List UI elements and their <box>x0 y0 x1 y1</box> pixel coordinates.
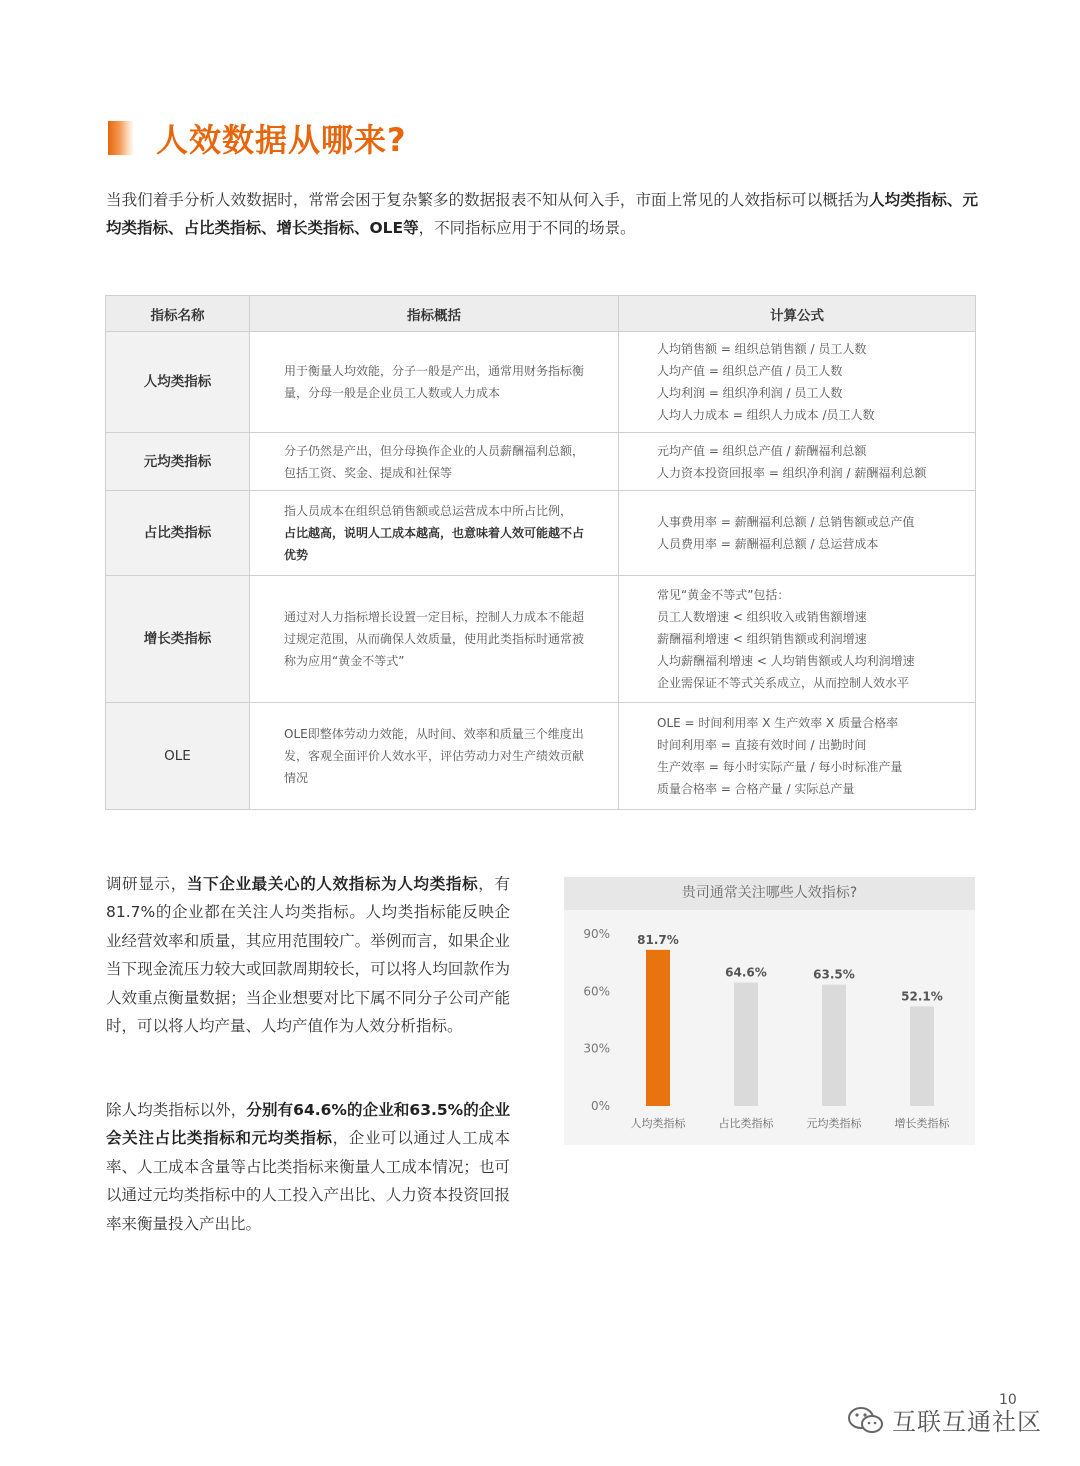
survey-paragraph-2 <box>106 1096 510 1238</box>
desc-text: 指人员成本在组织总销售额或总运营成本中所占比例， <box>284 504 573 518</box>
formula-line: 时间利用率 = 直接有效时间 / 出勤时间 <box>657 738 867 752</box>
indicator-formulas <box>619 433 976 491</box>
bar-chart-panel <box>564 877 975 1145</box>
y-tick-label: 90% <box>583 927 610 941</box>
watermark-text: 互联互通社区 <box>892 1408 1042 1436</box>
table-row <box>106 576 976 703</box>
x-tick-label: 占比类指标 <box>718 1117 774 1130</box>
formula-line: 人事费用率 = 薪酬福利总额 / 总销售额或总产值 <box>657 515 915 529</box>
data-label: 52.1% <box>901 989 943 1004</box>
y-tick-label: 60% <box>583 984 610 999</box>
chart-bar <box>734 983 758 1106</box>
x-tick-label: 人均类指标 <box>630 1117 686 1130</box>
page-title: 人效数据从哪来? <box>156 121 407 159</box>
chart-bar <box>646 950 670 1106</box>
heading-accent-bar <box>108 121 134 155</box>
formula-line: 人均销售额 = 组织总销售额 / 员工人数 <box>657 342 867 356</box>
formula-line: 人均薪酬福利增速 < 人均销售额或人均利润增速 <box>657 654 915 668</box>
survey-paragraph-1 <box>106 870 510 1040</box>
col-header-name: 指标名称 <box>106 296 250 332</box>
intro-text-1: 当我们着手分析人效数据时，常常会困于复杂繁多的数据报表不知从何入手，市面上常见的人效指标可以概括为 <box>106 191 870 209</box>
formula-line: 人员费用率 = 薪酬福利总额 / 总运营成本 <box>657 537 879 551</box>
intro-text-bold: 人均类指标、元均类指标、占比类指标、增长类指标、OLE等 <box>106 191 978 237</box>
para-text-bold: 分别有64.6%的企业和63.5%的企业会关注占比类指标和元均类指标 <box>106 1101 510 1148</box>
indicator-name: 增长类指标 <box>106 576 250 703</box>
y-tick-label: 0% <box>590 1099 610 1113</box>
formula-line: OLE = 时间利用率 X 生产效率 X 质量合格率 <box>657 716 899 730</box>
indicator-formulas <box>619 491 976 576</box>
para-text: ，有81.7%的企业都在关注人均类指标。人均类指标能反映企业经营效率和质量，其应用范围较广。举例而言，如果企业当下现金流压力较大或回款周期较长，可以将人均回款作为人效重点衡量数据；当企业想要对比下属不同分子公司产能时，可以将人均产量、人均产值作为人效分析指标。 <box>106 875 510 1036</box>
page-number: 10 <box>999 1392 1017 1408</box>
data-label: 63.5% <box>813 967 855 982</box>
indicator-desc: 用于衡量人均效能，分子一般是产出，通常用财务指标衡量，分母一般是企业员工人数或人力成本 <box>250 332 619 433</box>
indicator-formulas <box>619 332 976 433</box>
indicator-name: 人均类指标 <box>106 332 250 433</box>
indicator-desc: 分子仍然是产出，但分母换作企业的人员薪酬福利总额，包括工资、奖金、提成和社保等 <box>250 433 619 491</box>
chart-bar <box>822 985 846 1106</box>
indicator-name: OLE <box>106 703 250 810</box>
formula-line: 生产效率 = 每小时实际产量 / 每小时标准产量 <box>657 760 903 774</box>
para-text-bold: 当下企业最关心的人效指标为人均类指标 <box>186 875 479 893</box>
formula-line: 人均利润 = 组织净利润 / 员工人数 <box>657 386 843 400</box>
section-heading <box>108 116 407 160</box>
table-row <box>106 433 976 491</box>
indicator-desc: 通过对人力指标增长设置一定目标，控制人力成本不能超过规定范围，从而确保人效质量，使用此类指标时通常被称为应用“黄金不等式” <box>250 576 619 703</box>
formula-line: 人均人力成本 = 组织人力成本 /员工人数 <box>657 408 875 422</box>
formula-line: 元均产值 = 组织总产值 / 薪酬福利总额 <box>657 443 867 458</box>
x-tick-label: 增长类指标 <box>894 1117 950 1130</box>
indicator-formulas <box>619 703 976 810</box>
col-header-summary: 指标概括 <box>250 296 619 332</box>
watermark <box>846 1402 1042 1437</box>
formula-line: 质量合格率 = 合格产量 / 实际总产量 <box>657 782 855 796</box>
chart-bar <box>910 1006 934 1106</box>
para-text: 调研显示， <box>106 875 187 893</box>
data-label: 64.6% <box>725 965 767 980</box>
indicator-name: 元均类指标 <box>106 433 250 491</box>
indicator-formulas <box>619 576 976 703</box>
data-label: 81.7% <box>637 932 679 947</box>
intro-paragraph <box>106 186 978 242</box>
indicator-desc <box>250 491 619 576</box>
formula-line: 企业需保证不等式关系成立，从而控制人效水平 <box>657 676 910 690</box>
wechat-icon <box>846 1405 886 1435</box>
bar-chart <box>564 877 975 1145</box>
y-tick-label: 30% <box>583 1041 610 1056</box>
x-tick-label: 元均类指标 <box>806 1117 862 1130</box>
formula-line: 常见“黄金不等式”包括： <box>657 588 790 602</box>
table-header-row <box>106 296 976 332</box>
table-row <box>106 703 976 810</box>
indicator-table <box>105 295 976 810</box>
para-text: 除人均类指标以外， <box>106 1101 247 1119</box>
formula-line: 人力资本投资回报率 = 组织净利润 / 薪酬福利总额 <box>657 465 927 480</box>
indicator-name: 占比类指标 <box>106 491 250 576</box>
intro-text-2: ，不同指标应用于不同的场景。 <box>418 219 636 237</box>
table-row <box>106 491 976 576</box>
col-header-formula: 计算公式 <box>619 296 976 332</box>
indicator-desc: OLE即整体劳动力效能，从时间、效率和质量三个维度出发，客观全面评价人效水平，评估劳动力对生产绩效贡献情况 <box>250 703 619 810</box>
table-row <box>106 332 976 433</box>
formula-line: 薪酬福利增速 < 组织销售额或利润增速 <box>657 632 867 646</box>
desc-text-bold: 占比越高，说明人工成本越高，也意味着人效可能越不占优势 <box>284 526 585 562</box>
formula-line: 人均产值 = 组织总产值 / 员工人数 <box>657 364 843 378</box>
formula-line: 员工人数增速 < 组织收入或销售额增速 <box>657 610 867 624</box>
chart-title: 贵司通常关注哪些人效指标? <box>681 885 858 901</box>
para-text: ，企业可以通过人工成本率、人工成本含量等占比类指标来衡量人工成本情况；也可以通过元均类指标中的人工投入产出比、人力资本投资回报率来衡量投入产出比。 <box>106 1129 510 1233</box>
